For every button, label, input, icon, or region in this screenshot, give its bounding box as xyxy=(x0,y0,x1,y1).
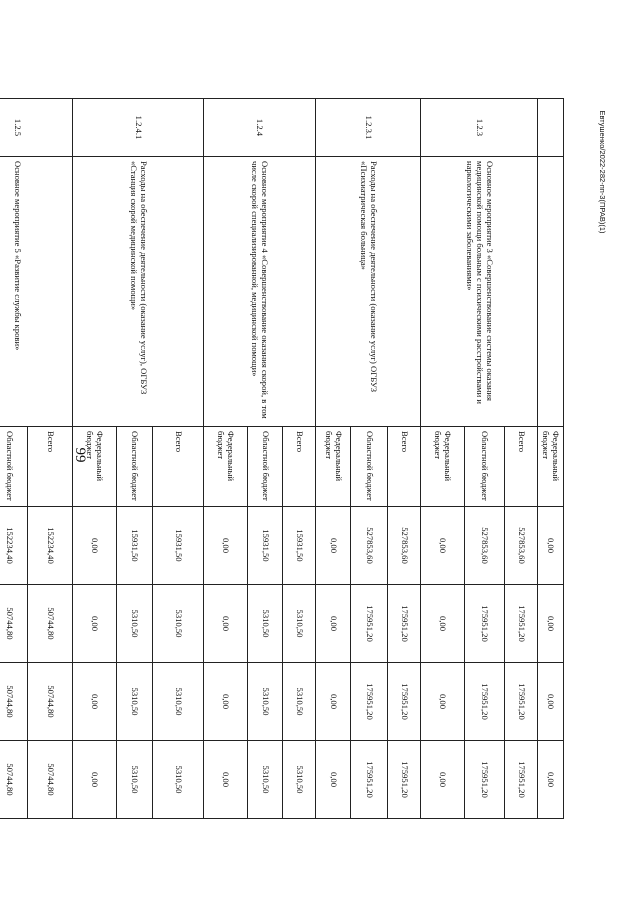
measure-number: 1.2.4 xyxy=(204,99,316,157)
measure-description: Основное мероприятие 3 «Совершенствование системы оказания медицинской помощи больным с психическими расстройствами и наркологическими заболеваниями» xyxy=(421,157,538,427)
budget-table xyxy=(0,98,564,819)
amount-cell: 5310,50 xyxy=(117,663,153,741)
amount-cell: 527853,60 xyxy=(388,507,421,585)
funding-source: Всего xyxy=(388,427,421,507)
document-code: Евтушенко/2022-282-пп-3(ПРАВ)(1) xyxy=(598,110,607,234)
funding-source: Областной бюджет xyxy=(465,427,505,507)
amount-cell: 5310,50 xyxy=(248,741,283,819)
amount-cell: 0,00 xyxy=(204,741,248,819)
amount-cell: 15931,50 xyxy=(248,507,283,585)
amount-cell: 175951,20 xyxy=(388,741,421,819)
amount-cell: 175951,20 xyxy=(505,585,538,663)
funding-source: Всего xyxy=(28,427,73,507)
amount-cell: 0,00 xyxy=(538,507,564,585)
amount-cell: 175951,20 xyxy=(351,585,388,663)
table-row xyxy=(538,99,564,819)
table-body xyxy=(0,99,564,819)
amount-cell: 5310,50 xyxy=(153,663,204,741)
amount-cell: 0,00 xyxy=(316,741,351,819)
amount-cell: 0,00 xyxy=(538,663,564,741)
amount-cell: 0,00 xyxy=(538,741,564,819)
amount-cell: 5310,50 xyxy=(248,663,283,741)
amount-cell: 0,00 xyxy=(204,585,248,663)
amount-cell: 50744,80 xyxy=(0,741,28,819)
funding-source: Федеральный бюджет xyxy=(538,427,564,507)
measure-description xyxy=(538,157,564,427)
amount-cell: 175951,20 xyxy=(388,585,421,663)
amount-cell: 50744,80 xyxy=(0,585,28,663)
measure-number: 1.2.3 xyxy=(421,99,538,157)
measure-description: Основное мероприятие 5 «Развитие службы крови» xyxy=(0,157,73,427)
measure-description: Расходы на обеспечение деятельности (оказание услуг) ОГБУЗ «Психиатрическая больница» xyxy=(316,157,421,427)
amount-cell: 175951,20 xyxy=(465,741,505,819)
measure-number: 1.2.4.1 xyxy=(73,99,204,157)
amount-cell: 0,00 xyxy=(73,663,117,741)
amount-cell: 0,00 xyxy=(421,663,465,741)
amount-cell: 0,00 xyxy=(316,585,351,663)
amount-cell: 527853,60 xyxy=(465,507,505,585)
measure-number: 1.2.5 xyxy=(0,99,73,157)
amount-cell: 175951,20 xyxy=(388,663,421,741)
amount-cell: 0,00 xyxy=(421,507,465,585)
funding-source: Федеральный бюджет xyxy=(316,427,351,507)
amount-cell: 5310,50 xyxy=(117,741,153,819)
amount-cell: 175951,20 xyxy=(465,585,505,663)
page-number: 99 xyxy=(72,447,88,463)
funding-source: Всего xyxy=(505,427,538,507)
amount-cell: 0,00 xyxy=(73,741,117,819)
amount-cell: 152234,40 xyxy=(0,507,28,585)
measure-description: Расходы на обеспечение деятельности (оказание услуг), ОГБУЗ «Станция скорой медицинской помощи» xyxy=(73,157,204,427)
amount-cell: 15931,50 xyxy=(117,507,153,585)
amount-cell: 5310,50 xyxy=(283,741,316,819)
amount-cell: 5310,50 xyxy=(117,585,153,663)
amount-cell: 0,00 xyxy=(316,663,351,741)
table-row xyxy=(153,99,204,819)
amount-cell: 175951,20 xyxy=(505,741,538,819)
amount-cell: 5310,50 xyxy=(283,663,316,741)
amount-cell: 15931,50 xyxy=(283,507,316,585)
measure-number: 1.2.3.1 xyxy=(316,99,421,157)
amount-cell: 0,00 xyxy=(73,585,117,663)
amount-cell: 175951,20 xyxy=(505,663,538,741)
funding-source: Областной бюджет xyxy=(351,427,388,507)
amount-cell: 175951,20 xyxy=(465,663,505,741)
amount-cell: 0,00 xyxy=(73,507,117,585)
table-row xyxy=(28,99,73,819)
amount-cell: 50744,80 xyxy=(28,663,73,741)
funding-source: Областной бюджет xyxy=(0,427,28,507)
amount-cell: 50744,80 xyxy=(0,663,28,741)
funding-source: Всего xyxy=(283,427,316,507)
amount-cell: 50744,80 xyxy=(28,585,73,663)
amount-cell: 5310,50 xyxy=(248,585,283,663)
amount-cell: 175951,20 xyxy=(351,741,388,819)
funding-source: Областной бюджет xyxy=(248,427,283,507)
amount-cell: 5310,50 xyxy=(153,585,204,663)
amount-cell: 527853,60 xyxy=(505,507,538,585)
funding-source: Федеральный бюджет xyxy=(421,427,465,507)
amount-cell: 152234,40 xyxy=(28,507,73,585)
measure-description: Основное мероприятие 4 «Совершенствование оказания скорой, в том числе скорой специализированной, медицинской помощи» xyxy=(204,157,316,427)
amount-cell: 175951,20 xyxy=(351,663,388,741)
funding-source: Всего xyxy=(153,427,204,507)
amount-cell: 0,00 xyxy=(204,663,248,741)
amount-cell: 0,00 xyxy=(204,507,248,585)
amount-cell: 0,00 xyxy=(421,741,465,819)
amount-cell: 0,00 xyxy=(421,585,465,663)
amount-cell: 5310,50 xyxy=(283,585,316,663)
table-row xyxy=(283,99,316,819)
funding-source: Федеральный бюджет xyxy=(204,427,248,507)
measure-number xyxy=(538,99,564,157)
funding-source: Областной бюджет xyxy=(117,427,153,507)
funding-source: Федеральный бюджет xyxy=(73,427,117,507)
amount-cell: 5310,50 xyxy=(153,741,204,819)
amount-cell: 0,00 xyxy=(316,507,351,585)
amount-cell: 0,00 xyxy=(538,585,564,663)
amount-cell: 15931,50 xyxy=(153,507,204,585)
amount-cell: 527853,60 xyxy=(351,507,388,585)
amount-cell: 50744,80 xyxy=(28,741,73,819)
table-row xyxy=(505,99,538,819)
table-row xyxy=(388,99,421,819)
